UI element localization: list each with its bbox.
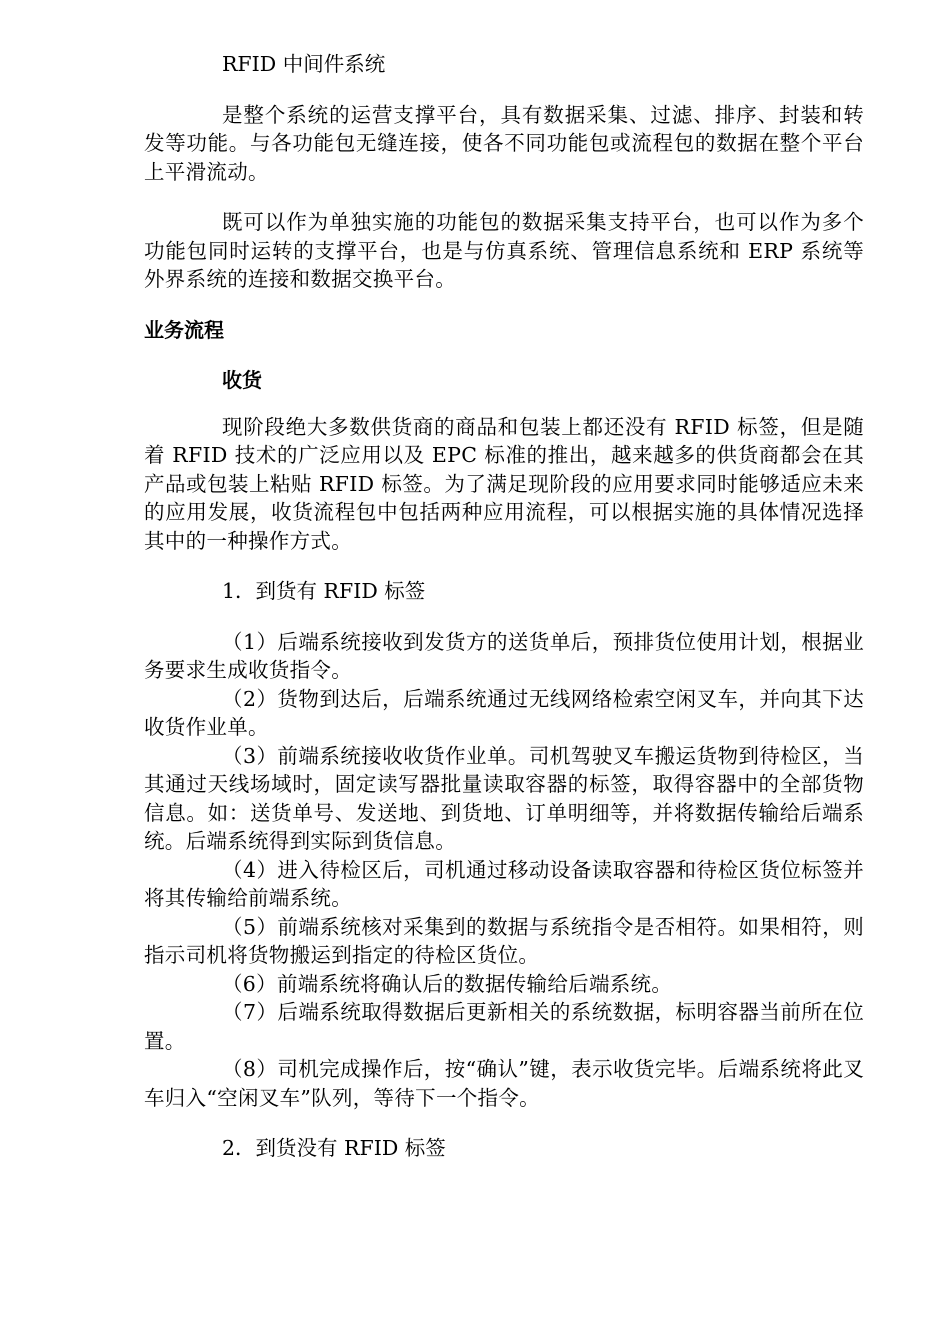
- rfid-middleware-paragraph-1: 是整个系统的运营支撑平台，具有数据采集、过滤、排序、封装和转发等功能。与各功能包无缝连接，使各不同功能包或流程包的数据在整个平台上平滑流动。: [144, 102, 864, 184]
- case1-step: （4）进入待检区后，司机通过移动设备读取容器和待检区货位标签并将其传输给前端系统。: [144, 857, 864, 910]
- rfid-middleware-heading: RFID 中间件系统: [222, 52, 386, 76]
- case1-step: （7）后端系统取得数据后更新相关的系统数据，标明容器当前所在位置。: [144, 1000, 864, 1053]
- rfid-middleware-paragraph-2: 既可以作为单独实施的功能包的数据采集支持平台，也可以作为多个功能包同时运转的支撑平台，也是与仿真系统、管理信息系统和 ERP 系统等外界系统的连接和数据交换平台。: [144, 210, 864, 291]
- case1-step: （2）货物到达后，后端系统通过无线网络检索空闲叉车，并向其下达收货作业单。: [144, 686, 864, 739]
- receiving-intro-paragraph: 现阶段绝大多数供货商的商品和包装上都还没有 RFID 标签，但是随着 RFID 技术的广泛应用以及 EPC 标准的推出，越来越多的供货商都会在其产品或包装上粘贴 RFID 标签。为了满足现阶段的应用要求同时能够适应未来的应用发展，收货流程包中包括两种应用流程，可以根据实施的具体情况选择其中的一种操作方式。: [144, 414, 864, 553]
- business-flow-heading: 业务流程: [144, 317, 224, 342]
- case1-step: （6）前端系统将确认后的数据传输给后端系统。: [222, 971, 673, 996]
- case1-steps-list: [144, 628, 864, 1113]
- case1-step: （5）前端系统核对采集到的数据与系统指令是否相符。如果相符，则指示司机将货物搬运到指定的待检区货位。: [144, 914, 864, 967]
- case1-step: （1）后端系统接收到发货方的送货单后，预排货位使用计划，根据业务要求生成收货指令。: [144, 629, 864, 682]
- case2-heading: 2．到货没有 RFID 标签: [222, 1136, 446, 1160]
- case1-step: （8）司机完成操作后，按“确认”键，表示收货完毕。后端系统将此叉车归入“空闲叉车”队列，等待下一个指令。: [144, 1057, 864, 1110]
- receiving-heading: 收货: [222, 368, 262, 392]
- case1-heading: 1．到货有 RFID 标签: [222, 579, 426, 603]
- case1-step: （3）前端系统接收收货作业单。司机驾驶叉车搬运货物到待检区，当其通过天线场域时，固定读写器批量读取容器的标签，取得容器中的全部货物信息。如：送货单号、发送地、到货地、订单明细等，并将数据传输给后端系统。后端系统得到实际到货信息。: [144, 743, 864, 853]
- document-page: [144, 50, 864, 1163]
